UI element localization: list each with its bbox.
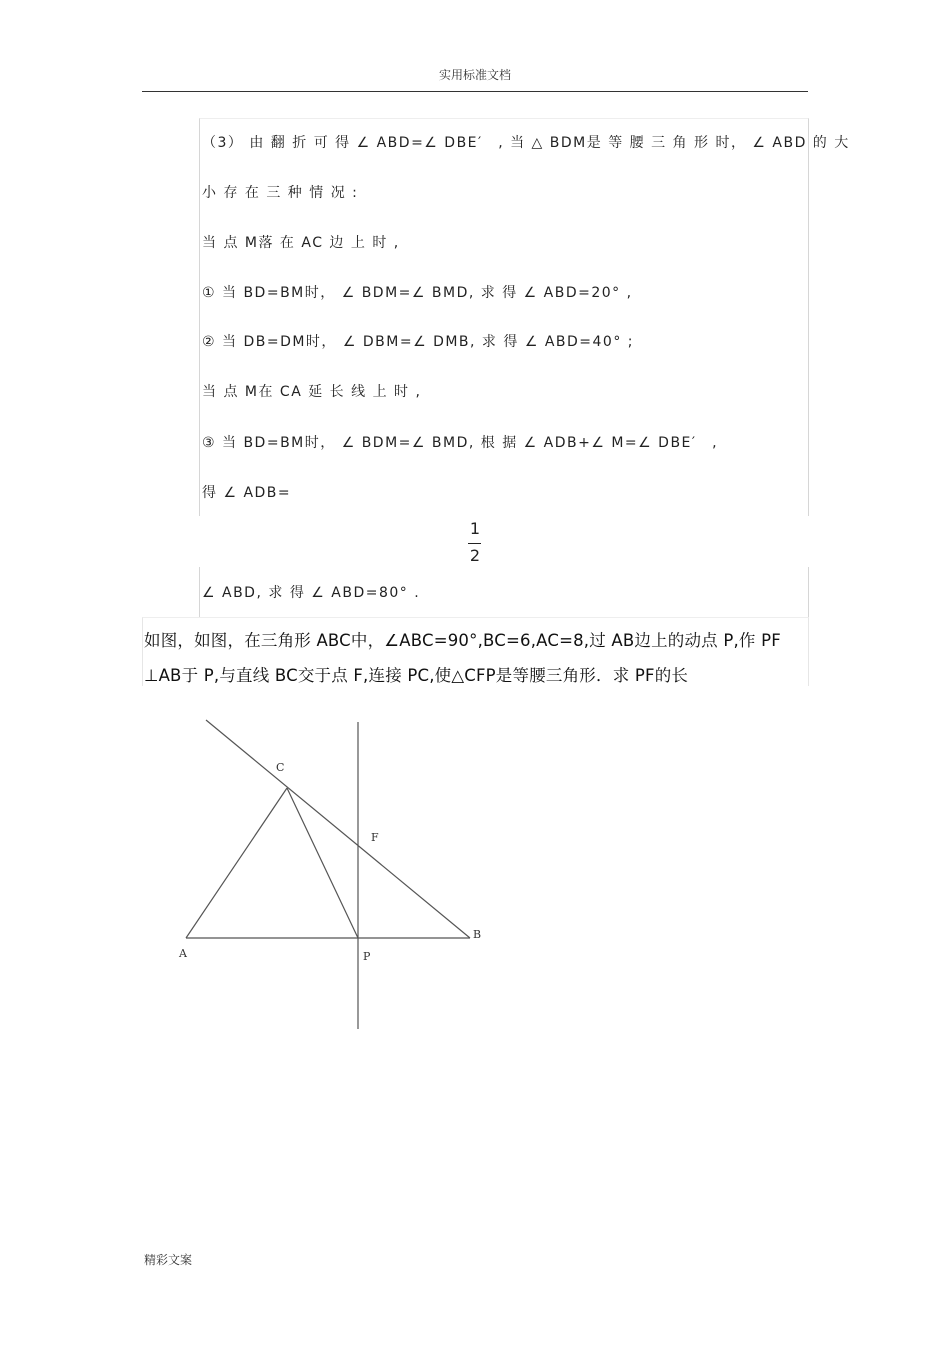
label-f: F [371,831,379,844]
solution-line-1: （3） 由 翻 折 可 得 ∠ ABD=∠ DBE′ , 当 △ BDM是 等 腰 三 角 形 时， ∠ ABD 的 大 [202,135,850,151]
solution-line-7: ③ 当 BD=BM时， ∠ BDM=∠ BMD, 根 据 ∠ ADB+∠ M=∠ DBE′ , [202,435,719,451]
question-line-2: ⊥AB于 P,与直线 BC交于点 F,连接 PC,使△CFP是等腰三角形．求 PF的长 [144,666,689,685]
solution-line-5: ② 当 DB=DM时， ∠ DBM=∠ DMB, 求 得 ∠ ABD=40° ; [202,334,635,350]
page-header: 实用标准文档 [438,68,511,82]
header-rule [142,91,808,92]
segment-cp [287,788,358,938]
solution-line-4: ① 当 BD=BM时， ∠ BDM=∠ BMD, 求 得 ∠ ABD=20° , [202,285,633,301]
triangle-figure [160,705,520,1040]
question-line-1: 如图，如图，在三角形 ABC中，∠ABC=90°,BC=6,AC=8,过 AB边上的动点 P,作 PF [144,631,781,650]
solution-line-3: 当 点 M落 在 AC 边 上 时 , [202,235,400,251]
solution-conclusion: ∠ ABD, 求 得 ∠ ABD=80° . [202,585,421,601]
segment-ac [186,788,287,938]
label-b: B [473,928,482,941]
page-footer: 精彩文案 [144,1253,193,1267]
figure-lines [186,720,470,1029]
fraction-numerator: 1 [469,519,481,538]
solution-frame [199,118,809,516]
solution-line-8: 得 ∠ ADB= [202,485,292,501]
label-p: P [363,950,371,963]
solution-line-2: 小 存 在 三 种 情 况 : [202,185,359,201]
fraction-bar [468,543,481,544]
label-c: C [276,761,285,774]
label-a: A [179,947,187,960]
fraction-denominator: 2 [469,546,481,565]
solution-line-6: 当 点 M在 CA 延 长 线 上 时 , [202,384,422,400]
line-bc-extended [206,720,470,938]
